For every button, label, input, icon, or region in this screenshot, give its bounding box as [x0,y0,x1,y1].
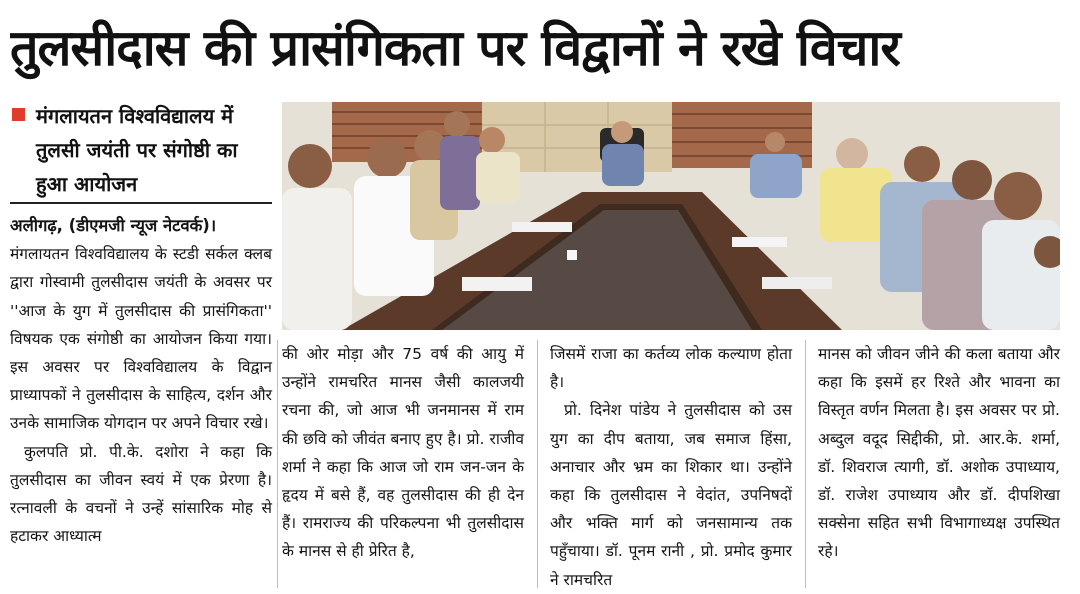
subheadline-marker [12,108,25,121]
article-column-1 [10,212,272,550]
dateline: अलीगढ़, (डीएमजी न्यूज नेटवर्क)। [10,216,217,235]
paragraph: कुलपति प्रो. पी.के. दशोरा ने कहा कि तुलसीदास का जीवन स्वयं में एक प्रेरणा है। रत्नावली के वचनों ने उन्हें सांसारिक मोह से हटाकर आध्यात्म [10,442,272,546]
article-column-2 [282,340,524,566]
column-divider [805,340,806,588]
article-column-4 [818,340,1060,566]
article-column-3 [550,340,792,594]
column-divider [277,340,278,588]
meeting-photo-icon [282,102,1060,330]
subheadline-divider [10,202,272,204]
paragraph: मंगलायतन विश्वविद्यालय के स्टडी सर्कल क्लब द्वारा गोस्वामी तुलसीदास जयंती के अवसर पर ''आज के युग में तुलसीदास की प्रासंगिकता'' विषयक एक संगोष्ठी का आयोजन किया गया। इस अवसर पर विश्वविद्यालय के विद्वान प्राध्यापकों ने तुलसीदास के साहित्य, दर्शन और उनके सामाजिक योगदान पर अपने विचार रखे। [10,245,272,433]
meeting-photo [282,102,1060,330]
subheadline: मंगलायतन विश्वविद्यालय में तुलसी जयंती पर संगोष्ठी का हुआ आयोजन [36,104,238,196]
paragraph: मानस को जीवन जीने की कला बताया और कहा कि इसमें हर रिश्ते और भावना का विस्तृत वर्णन मिलता है। इस अवसर पर प्रो. अब्दुल वदूद सिद्दीकी, प्रो. आर.के. शर्मा, डॉ. शिवराज त्यागी, डॉ. अशोक उपाध्याय, डॉ. राजेश उपाध्याय और डॉ. दीपशिखा सक्सेना सहित सभी विभागाध्यक्ष उपस्थित रहे। [818,345,1060,561]
paragraph: की ओर मोड़ा और 75 वर्ष की आयु में उन्होंने रामचरित मानस जैसी कालजयी रचना की, जो आज भी जनमानस में राम की छवि को जीवंत बनाए हुए है। प्रो. राजीव शर्मा ने कहा कि आज जो राम जन-जन के हृदय में बसे हैं, वह तुलसीदास की ही देन हैं। रामराज्य की परिकल्पना भी तुलसीदास के मानस से ही प्रेरित है, [282,345,524,561]
column-divider [537,340,538,588]
headline: तुलसीदास की प्रासंगिकता पर विद्वानों ने रखे विचार [10,19,900,77]
paragraph: प्रो. दिनेश पांडेय ने तुलसीदास को उस युग का दीप बताया, जब समाज हिंसा, अनाचार और भ्रम का शिकार था। उन्होंने कहा कि तुलसीदास ने वेदांत, उपनिषदों और भक्ति मार्ग को जनसामान्य तक पहुँचाया। डॉ. पूनम रानी , प्रो. प्रमोद कुमार ने रामचरित [550,401,792,589]
paragraph: जिसमें राजा का कर्तव्य लोक कल्याण होता है। [550,345,792,392]
